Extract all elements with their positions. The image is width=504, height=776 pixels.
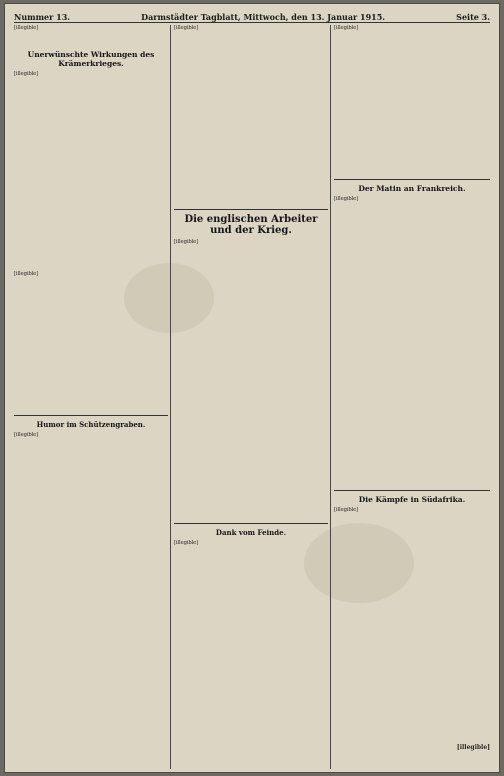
article-headline: Der Matin an Frankreich. [358,184,466,193]
article-divider [334,490,490,491]
article-headline: Die Kämpfe in Südafrika. [358,495,466,504]
masthead-date: Darmstädter Tagblatt, Mittwoch, den 13. Januar 1915. [141,12,386,22]
article-text: [illegible] [334,507,359,513]
article-text: [illegible] [14,25,39,31]
column-3 [334,25,490,753]
column-rule [330,25,331,769]
article-headline: Die englischen Arbeiter und der Krieg. [184,214,318,236]
column-rule [170,25,171,769]
article-text: [illegible] [334,25,359,31]
page-header [14,8,490,23]
article-headline: Unerwünschte Wirkungen des Krämerkrieges. [27,50,155,68]
article-signature: [illegible] [456,744,490,751]
article-text: [illegible] [174,25,199,31]
article-text: [illegible] [334,196,359,202]
page-number: Seite 3. [456,12,490,22]
column-1 [14,25,168,732]
article-text: [illegible] [174,239,199,245]
column-2 [174,25,328,773]
article-text: [illegible] [14,432,39,438]
article-text: [illegible] [14,271,39,277]
article-divider [174,523,328,524]
article-divider [14,415,168,416]
article-divider [174,209,328,210]
article-text: [illegible] [174,540,199,546]
article-divider [334,179,490,180]
newspaper-page [4,3,500,773]
article-text: [illegible] [14,71,39,77]
issue-number: Nummer 13. [14,12,71,22]
article-headline: Dank vom Feinde. [215,528,287,537]
article-headline: Humor im Schützengraben. [36,420,146,429]
